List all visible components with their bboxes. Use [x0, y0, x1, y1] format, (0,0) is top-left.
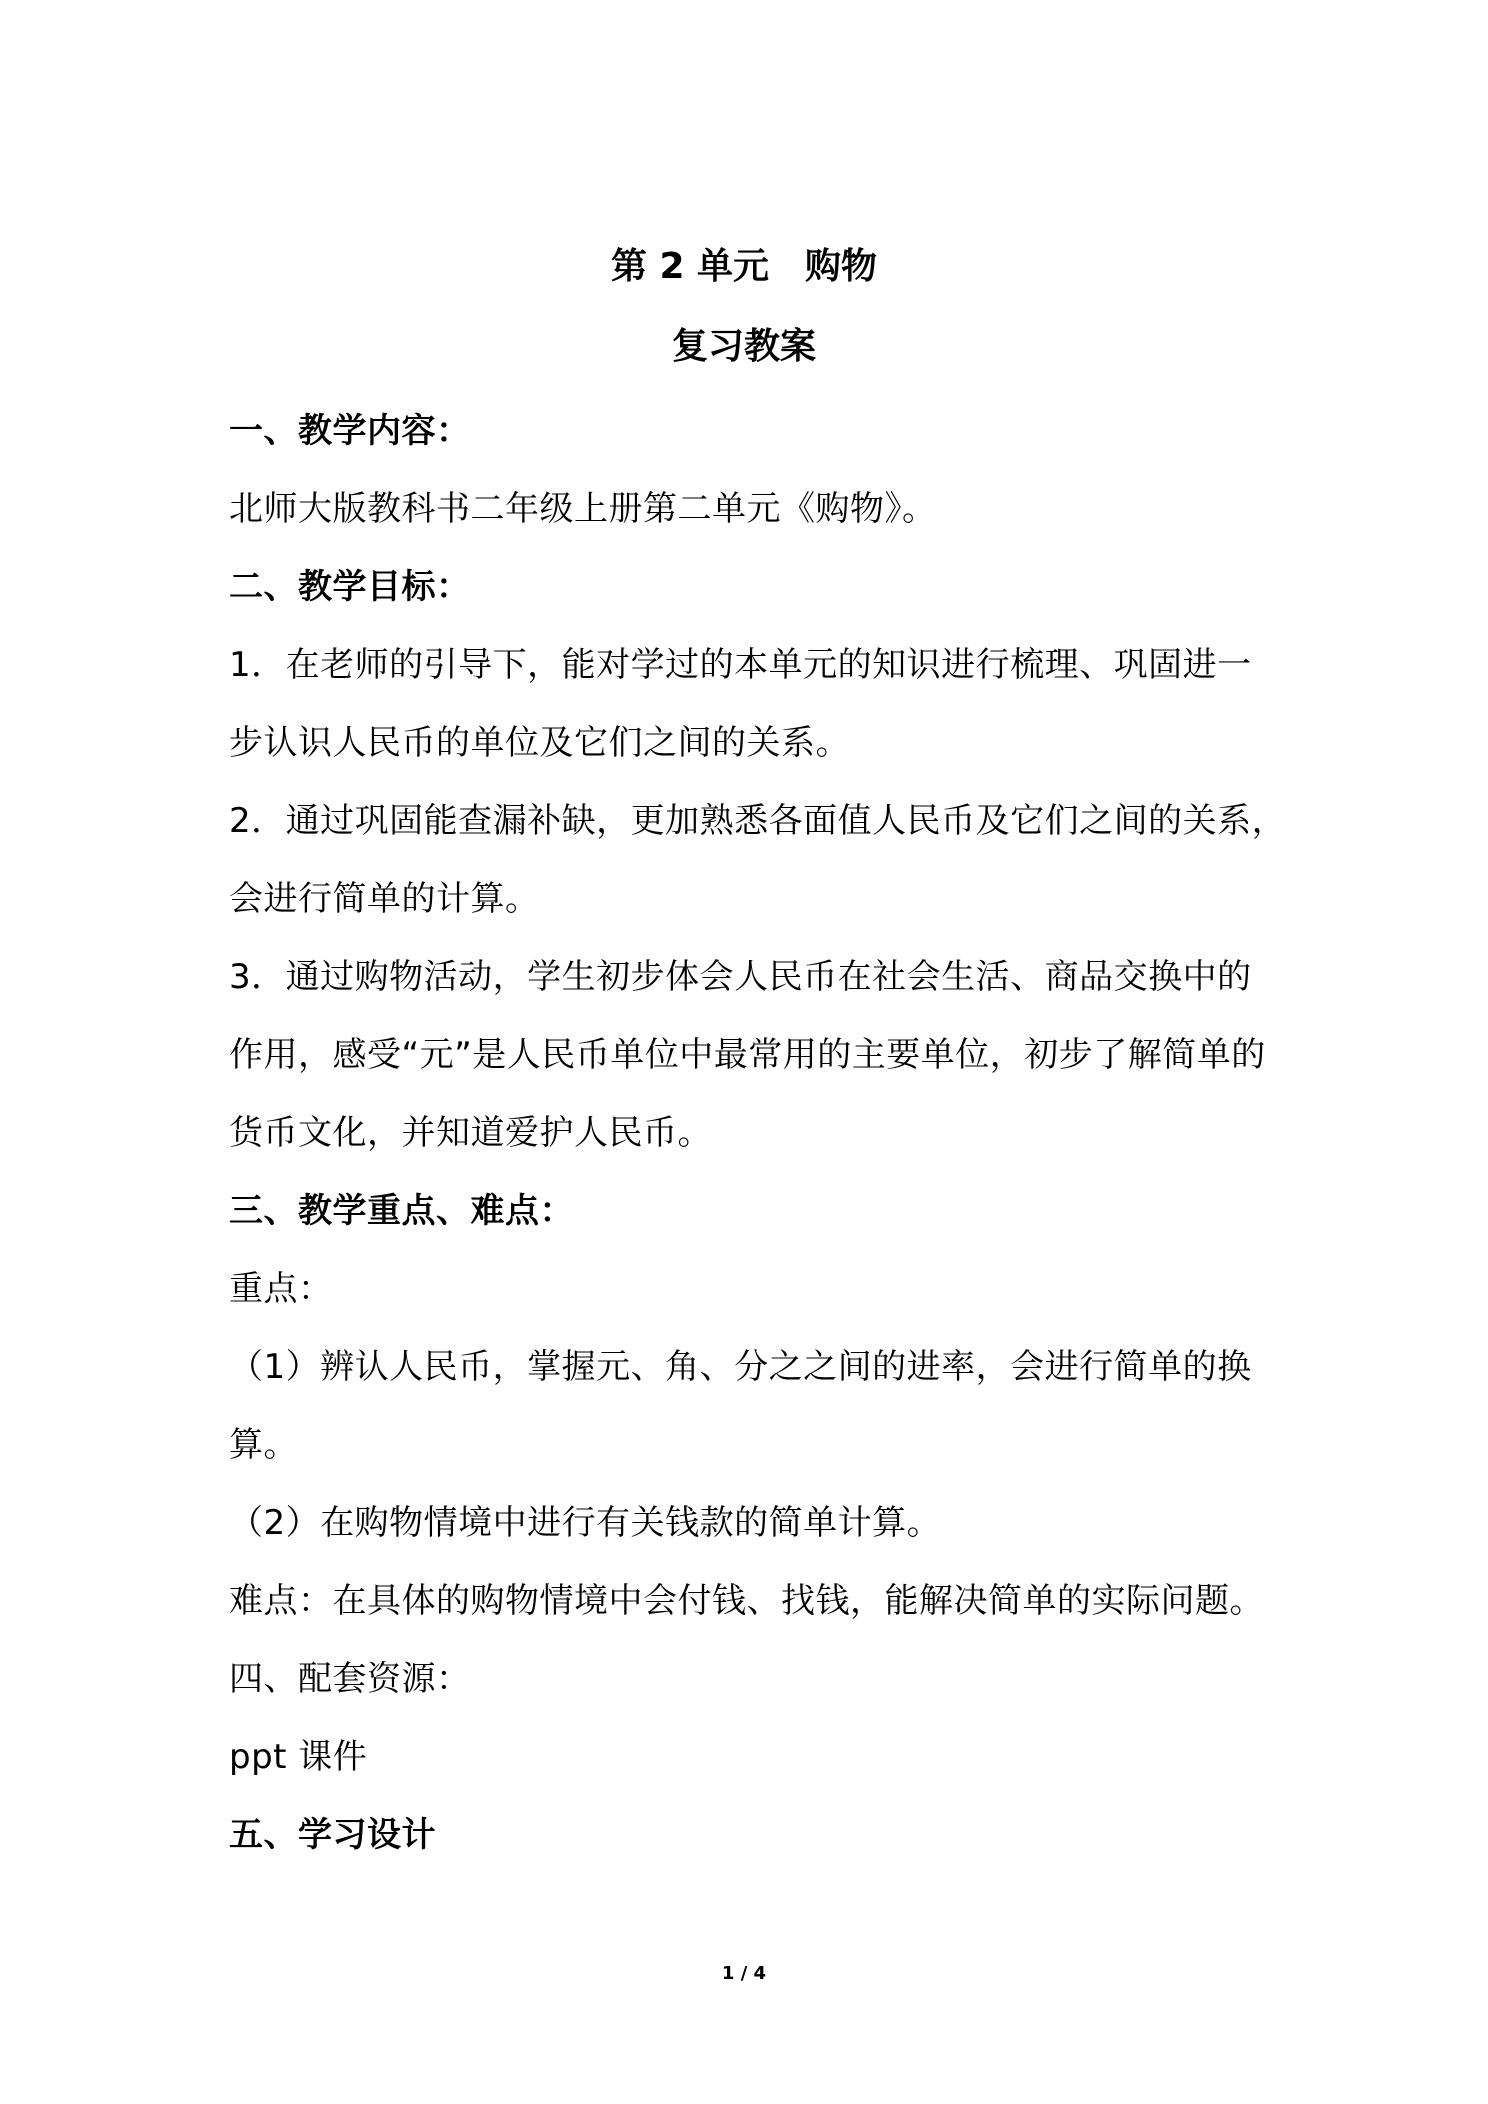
key-point-label: 重点：: [229, 1269, 333, 1309]
content-text: 北师大版教科书二年级上册第二单元《购物》。: [229, 489, 937, 529]
unit-title: 第 2 单元 购物: [610, 246, 878, 287]
section-heading-design: 五、学习设计: [229, 1815, 436, 1855]
document-title: 复习教案: [671, 326, 816, 367]
goal-2-line-2: 会进行简单的计算。: [229, 879, 540, 919]
section-heading-content: 一、教学内容：: [229, 411, 471, 451]
goal-1-line-2: 步认识人民币的单位及它们之间的关系。: [229, 723, 850, 763]
page-number: 1 / 4: [721, 1963, 767, 1984]
key-point-1-line-2: 算。: [229, 1425, 298, 1465]
goal-1-line-1: 1．在老师的引导下，能对学过的本单元的知识进行梳理、巩固进一: [229, 645, 1252, 685]
section-heading-key-points: 三、教学重点、难点：: [229, 1191, 574, 1231]
goal-2-line-1: 2．通过巩固能查漏补缺，更加熟悉各面值人民币及它们之间的关系，: [229, 801, 1287, 841]
key-point-2: （2）在购物情境中进行有关钱款的简单计算。: [229, 1503, 942, 1543]
resources-text: ppt 课件: [229, 1737, 368, 1777]
section-heading-goals: 二、教学目标：: [229, 567, 471, 607]
goal-3-line-3: 货币文化，并知道爱护人民币。: [229, 1113, 712, 1153]
difficulty-text: 难点：在具体的购物情境中会付钱、找钱，能解决简单的实际问题。: [229, 1581, 1264, 1621]
section-heading-resources: 四、配套资源：: [229, 1659, 471, 1699]
key-point-1-line-1: （1）辨认人民币，掌握元、角、分之之间的进率，会进行简单的换: [229, 1347, 1252, 1387]
goal-3-line-1: 3．通过购物活动，学生初步体会人民币在社会生活、商品交换中的: [229, 957, 1252, 997]
goal-3-line-2: 作用，感受“元”是人民币单位中最常用的主要单位，初步了解简单的: [229, 1035, 1266, 1075]
